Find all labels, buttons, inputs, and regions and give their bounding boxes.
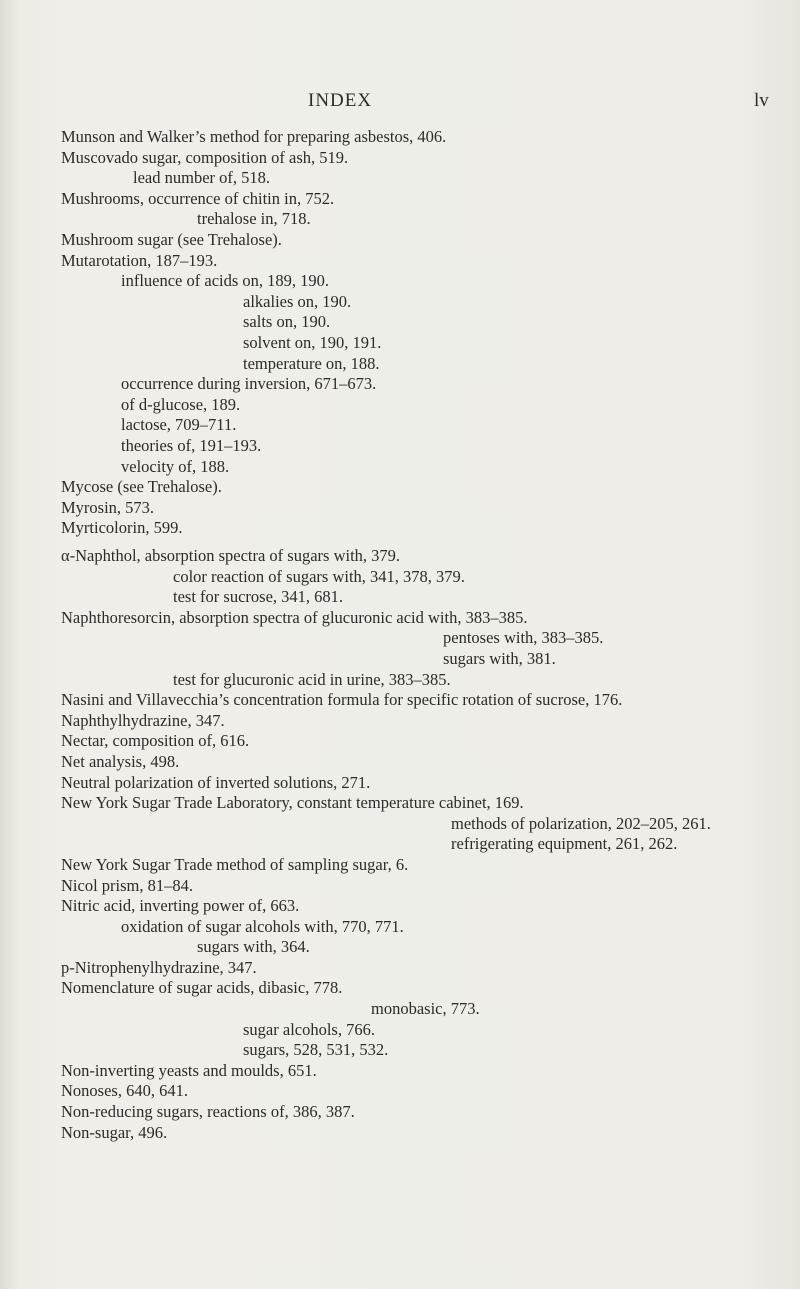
index-entry: oxidation of sugar alcohols with, 770, 771. [121, 916, 404, 936]
index-entry: Mutarotation, 187–193. [61, 250, 218, 270]
index-entry: Nomenclature of sugar acids, dibasic, 778. [61, 978, 343, 998]
index-entry: Neutral polarization of inverted solutions, 271. [61, 772, 371, 792]
index-entry: Non-reducing sugars, reactions of, 386, 387. [61, 1102, 355, 1122]
index-entry: Muscovado sugar, composition of ash, 519. [61, 147, 349, 167]
index-entry: Non-sugar, 496. [61, 1122, 168, 1142]
index-entry: New York Sugar Trade Laboratory, constant temperature cabinet, 169. [61, 793, 524, 813]
index-block-n [61, 546, 796, 1143]
index-entry: refrigerating equipment, 261, 262. [451, 834, 678, 854]
index-entry: Nonoses, 640, 641. [61, 1081, 188, 1101]
index-entry: Naphthylhydrazine, 347. [61, 710, 225, 730]
index-entry: temperature on, 188. [243, 353, 380, 373]
index-entry: sugars with, 364. [197, 937, 310, 957]
index-entry: methods of polarization, 202–205, 261. [451, 813, 711, 833]
running-title: INDEX [308, 90, 373, 111]
index-entry: occurrence during inversion, 671–673. [121, 374, 377, 394]
index-entry: test for sucrose, 341, 681. [173, 587, 344, 607]
index-entry: salts on, 190. [243, 312, 331, 332]
page-number: lv [754, 90, 769, 111]
page-header [0, 90, 800, 112]
index-entry: Net analysis, 498. [61, 751, 180, 771]
index-entry: monobasic, 773. [371, 999, 480, 1019]
index-entry: alkalies on, 190. [243, 291, 352, 311]
index-entry: sugars, 528, 531, 532. [243, 1040, 389, 1060]
index-entry: Nitric acid, inverting power of, 663. [61, 896, 300, 916]
index-entry: theories of, 191–193. [121, 435, 262, 455]
index-entry: lactose, 709–711. [121, 415, 237, 435]
index-entry: influence of acids on, 189, 190. [121, 271, 330, 291]
index-entry: sugar alcohols, 766. [243, 1019, 375, 1039]
index-block-m [61, 127, 796, 539]
index-entry: Nasini and Villavecchia’s concentration formula for specific rotation of sucrose, 176. [61, 690, 623, 710]
index-entry: solvent on, 190, 191. [243, 332, 382, 352]
index-entry: sugars with, 381. [443, 648, 556, 668]
index-entry: Mushrooms, occurrence of chitin in, 752. [61, 188, 335, 208]
index-entry: α-Naphthol, absorption spectra of sugars with, 379. [61, 546, 401, 565]
index-entry: p-Nitrophenylhydrazine, 347. [61, 957, 257, 977]
index-entry: Nicol prism, 81–84. [61, 875, 193, 895]
index-entry: of d-glucose, 189. [121, 394, 241, 414]
index-entry: color reaction of sugars with, 341, 378, 379. [173, 566, 465, 586]
index-entry: Mushroom sugar (see Trehalose). [61, 229, 282, 249]
index-entry: Mycose (see Trehalose). [61, 477, 222, 497]
index-entry: Nectar, composition of, 616. [61, 731, 250, 751]
index-entry: Naphthoresorcin, absorption spectra of glucuronic acid with, 383–385. [61, 607, 528, 627]
index-entry: Myrosin, 573. [61, 497, 155, 517]
index-entry: Myrticolorin, 599. [61, 518, 183, 538]
index-entry: pentoses with, 383–385. [443, 628, 604, 648]
index-entry: test for glucuronic acid in urine, 383–385. [173, 669, 451, 689]
index-entry: velocity of, 188. [121, 456, 230, 476]
index-entry: lead number of, 518. [133, 168, 271, 188]
index-entry: Non-inverting yeasts and moulds, 651. [61, 1060, 317, 1080]
index-entry: New York Sugar Trade method of sampling sugar, 6. [61, 854, 409, 874]
index-entry: trehalose in, 718. [197, 209, 311, 229]
index-entry: Munson and Walker’s method for preparing asbestos, 406. [61, 127, 447, 146]
